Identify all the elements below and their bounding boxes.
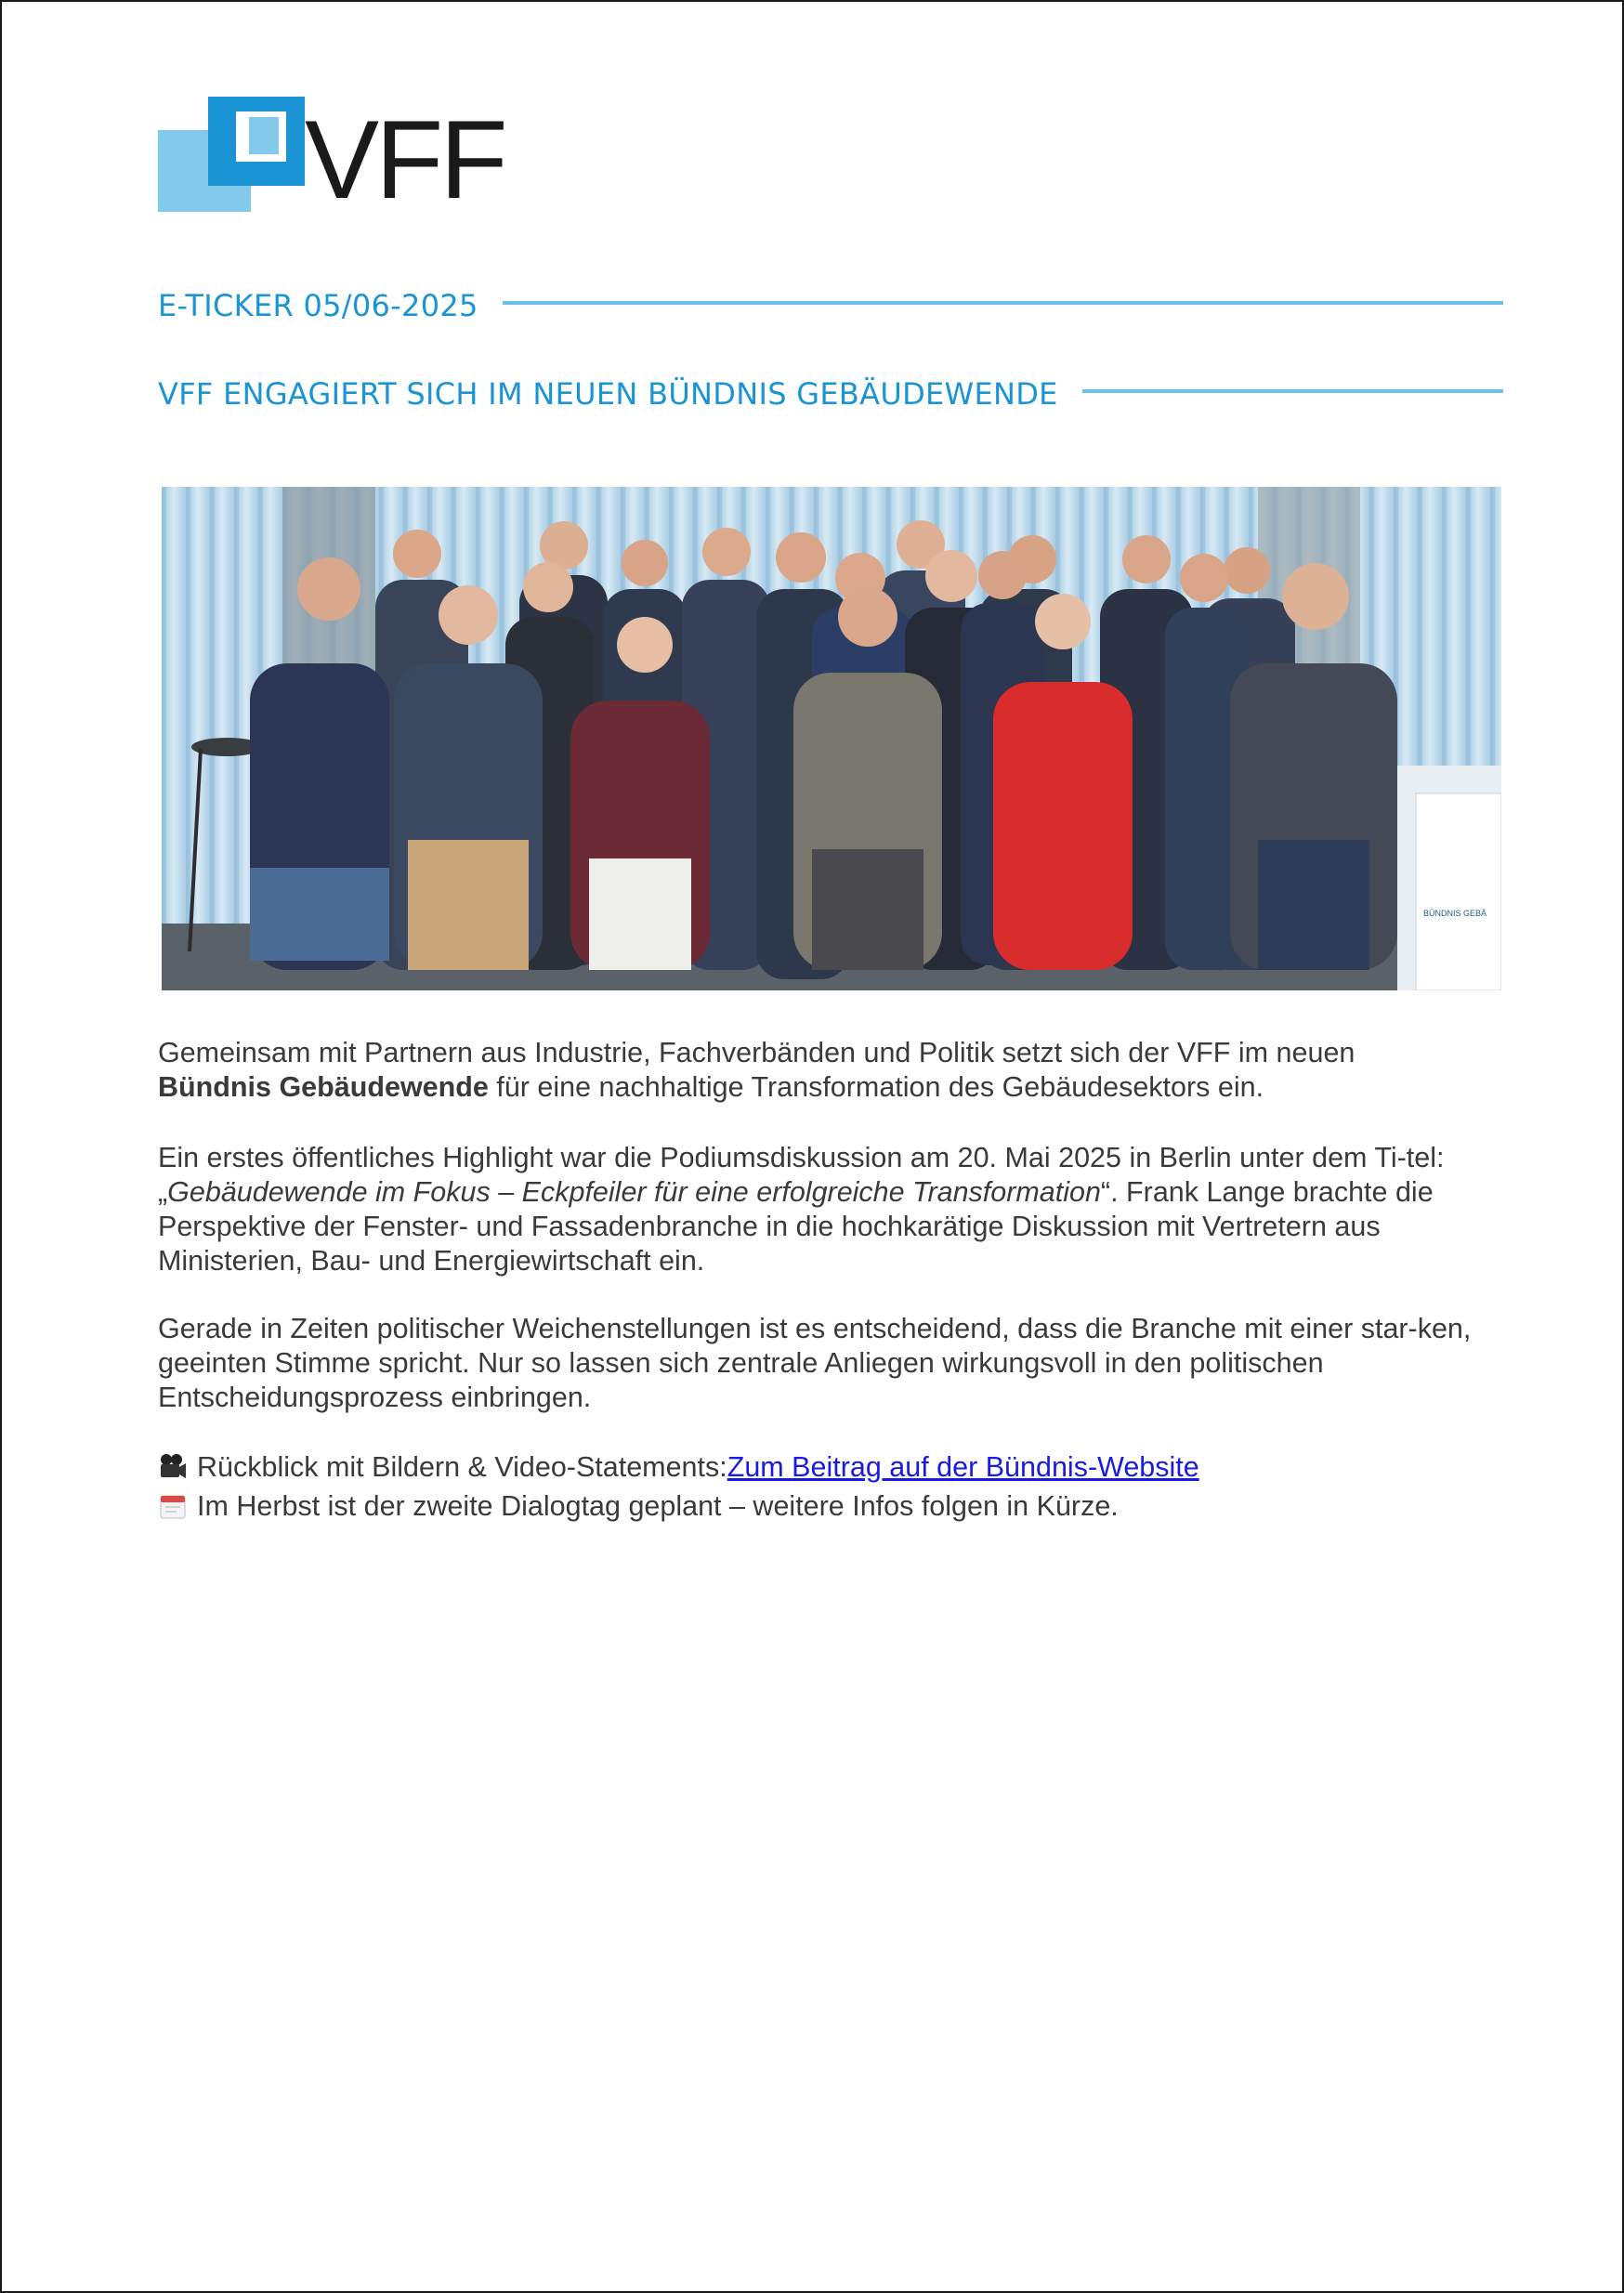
autumn-text: Im Herbst ist der zweite Dialogtag geplant – weitere Infos folgen in Kürze. [197, 1489, 1119, 1522]
vff-logo[interactable] [158, 97, 511, 222]
logo-wordmark: VFF [305, 98, 504, 222]
logo-square-inner [249, 117, 279, 154]
paragraph-voice [158, 1312, 1514, 1415]
group-photo-illustration [162, 487, 1501, 990]
article-heading [158, 376, 1503, 412]
article-headline: VFF ENGAGIERT SICH IM NEUEN BÜNDNIS GEBÄUDEWENDE [158, 376, 1058, 412]
group-photo [162, 487, 1501, 990]
intro-text-start: Gemeinsam mit Partnern aus Industrie, Fachverbänden und Politik setzt sich der VFF im neuen [158, 1037, 1356, 1068]
video-camera-icon [158, 1452, 188, 1482]
intro-alliance-name: Bündnis Gebäudewende [158, 1071, 489, 1103]
panel-text-end: “. Frank Lange brachte die Perspektive der Fenster- und Fassadenbranche in die hochkarätige Diskussion mit Vertretern aus Ministerien, Bau- und Energiewirtschaft ein. [158, 1176, 1434, 1277]
calendar-icon [158, 1491, 188, 1521]
paragraph-panel [158, 1141, 1514, 1278]
ticker-rule [503, 301, 1503, 305]
banner-text: BÜNDNIS GEBÄ [1423, 909, 1487, 918]
review-label: Rückblick mit Bildern & Video-Statements: [197, 1450, 727, 1483]
voice-text: Gerade in Zeiten politischer Weichenstellungen ist es entscheidend, dass die Branche mit einer star-ken, geeinten Stimme spricht. Nur so lassen sich zentrale Anliegen wirkungsvoll in den politischen Entscheidungsprozess einbringen. [158, 1313, 1472, 1413]
review-link[interactable]: Zum Beitrag auf der Bündnis-Website [727, 1450, 1199, 1483]
link-list [158, 1448, 1514, 1526]
panel-text-start: Ein erstes öffentliches Highlight war die Podiumsdiskussion am 20. Mai 2025 in Berlin unter dem Ti-tel: „ [158, 1142, 1445, 1208]
panel-title: Gebäudewende im Fokus – Eckpfeiler für eine erfolgreiche Transformation [167, 1176, 1101, 1208]
review-line [158, 1448, 1514, 1487]
ticker-date: E-TICKER 05/06-2025 [158, 288, 478, 323]
paragraph-intro [158, 1036, 1514, 1105]
intro-text-end: für eine nachhaltige Transformation des Gebäudesektors ein. [488, 1071, 1264, 1103]
autumn-line [158, 1487, 1514, 1526]
ticker-heading [158, 288, 1503, 323]
headline-rule [1082, 389, 1503, 393]
